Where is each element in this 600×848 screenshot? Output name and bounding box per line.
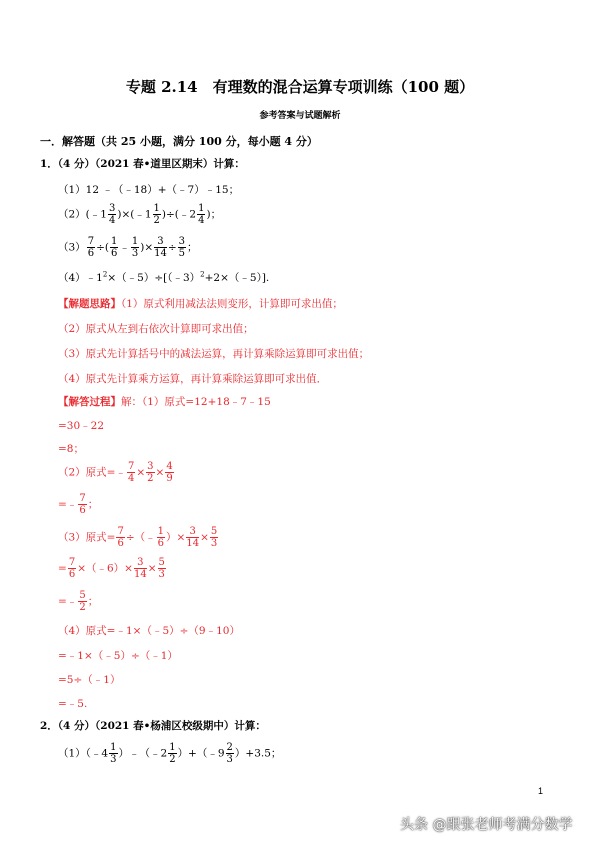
- fraction: $\frac{3}{14}$: [133, 557, 147, 580]
- fraction: $\frac{2}{3}$: [226, 742, 233, 765]
- q1-part4: $(4)﹣1^2\times(﹣5)\div[(﹣3)^2+2\times(﹣5)]$.: [58, 270, 270, 284]
- q1-heading: 1．（4 分）（2021 春•道里区期末）计算：: [40, 158, 245, 170]
- fraction: $\frac{7}{6}$: [117, 526, 124, 549]
- solution-p3-line-2: = $\frac{7}{6}$ ×（﹣6）× $\frac{3}{14}$ × $\frac{5}{3}$: [58, 557, 165, 580]
- fraction: $\frac{7}{6}$: [87, 236, 95, 259]
- fraction: $\frac{5}{3}$: [158, 557, 165, 580]
- analysis-line-2: （2）原式从左到右依次计算即可求出值；: [58, 323, 254, 335]
- q2-heading: 2．（4 分）（2021 春•杨浦区校级期中）计算：: [40, 720, 266, 732]
- fraction: $\frac{7}{6}$: [68, 557, 76, 580]
- fraction: $\frac{1}{6}$: [157, 526, 165, 549]
- solution-p4-line-3: =5÷（﹣1）: [58, 674, 121, 686]
- fraction: $\frac{7}{6}$: [79, 493, 86, 516]
- solution-p2-line-1: （2）原式=﹣ $\frac{7}{4}$ × $\frac{3}{2}$ × $\frac{4}{9}$: [58, 461, 173, 484]
- page-subtitle: 参考答案与试题解析: [259, 111, 341, 121]
- solution-p3-line-1: （3）原式= $\frac{7}{6}$ ÷（﹣ $\frac{1}{6}$ ）× $\frac{3}{14}$ × $\frac{5}{3}$: [58, 526, 218, 549]
- fraction: $\frac{5}{2}$: [79, 590, 86, 613]
- page-title: 专题 2.14 有理数的混合运算专项训练（100 题）: [125, 78, 475, 96]
- q2-part1: （1）（﹣4 $\frac{1}{3}$ ）﹣（﹣2 $\frac{1}{2}$ ）+（﹣9 $\frac{2}{3}$ ）+3.5；: [58, 742, 282, 765]
- solution-p4-line-4: =﹣5.: [58, 698, 88, 710]
- fraction: $\frac{5}{3}$: [210, 526, 218, 549]
- q1-part3: （3） $\frac{7}{6}$ ÷( $\frac{1}{6}$ ﹣ $\frac{1}{3}$ )× $\frac{3}{14}$ ÷ $\frac{3}{5}$ ；: [58, 236, 198, 259]
- q1-part1: （1）12 ﹣（﹣18）+（﹣7）﹣15；: [58, 184, 240, 196]
- fraction: $\frac{7}{4}$: [127, 461, 135, 484]
- fraction: $\frac{4}{9}$: [166, 461, 173, 484]
- fraction: $\frac{1}{3}$: [131, 236, 139, 259]
- solution-p4-line-2: =﹣1×（﹣5）÷（﹣1）: [58, 650, 178, 662]
- solution-p4-line-1: （4）原式=﹣1×（﹣5）÷（9﹣10）: [58, 625, 240, 637]
- solution-line-2: =30﹣22: [58, 420, 105, 432]
- fraction: $\frac{3}{14}$: [186, 526, 200, 549]
- fraction: $\frac{3}{5}$: [178, 236, 186, 259]
- fraction: $\frac{1}{2}$: [169, 742, 176, 765]
- page-number: 1: [538, 786, 544, 796]
- solution-p2-line-2: =﹣ $\frac{7}{6}$ ；: [58, 493, 99, 516]
- fraction: $\frac{1}{3}$: [110, 742, 117, 765]
- section-heading: 一．解答题（共 25 小题，满分 100 分，每小题 4 分）: [40, 135, 318, 148]
- solution-p3-line-3: =﹣ $\frac{5}{2}$ ；: [58, 590, 99, 613]
- fraction: $\frac{1}{4}$: [198, 203, 205, 226]
- fraction: $\frac{1}{2}$: [153, 203, 160, 226]
- solution-line-3: =8；: [58, 443, 84, 455]
- fraction: $\frac{3}{2}$: [147, 461, 154, 484]
- q1-part2: （2）(﹣1 $\frac{3}{4}$ )×(﹣1 $\frac{1}{2}$ )÷(﹣2 $\frac{1}{4}$ )；: [58, 203, 222, 226]
- fraction: $\frac{3}{4}$: [108, 203, 116, 226]
- analysis-line-3: （3）原式先计算括号中的减法运算，再计算乘除运算即可求出值；: [58, 348, 370, 360]
- analysis-line-1: 【解题思路】（1）原式利用减法法则变形，计算即可求出值；: [58, 298, 343, 310]
- solution-line-1: 【解答过程】解：（1）原式=12+18﹣7﹣15: [58, 396, 271, 408]
- fraction: $\frac{1}{6}$: [110, 236, 118, 259]
- fraction: $\frac{3}{14}$: [154, 236, 167, 259]
- watermark: 头条 @跟张老师考满分数学: [400, 817, 573, 833]
- analysis-line-4: （4）原式先计算乘方运算，再计算乘除运算即可求出值．: [58, 373, 328, 385]
